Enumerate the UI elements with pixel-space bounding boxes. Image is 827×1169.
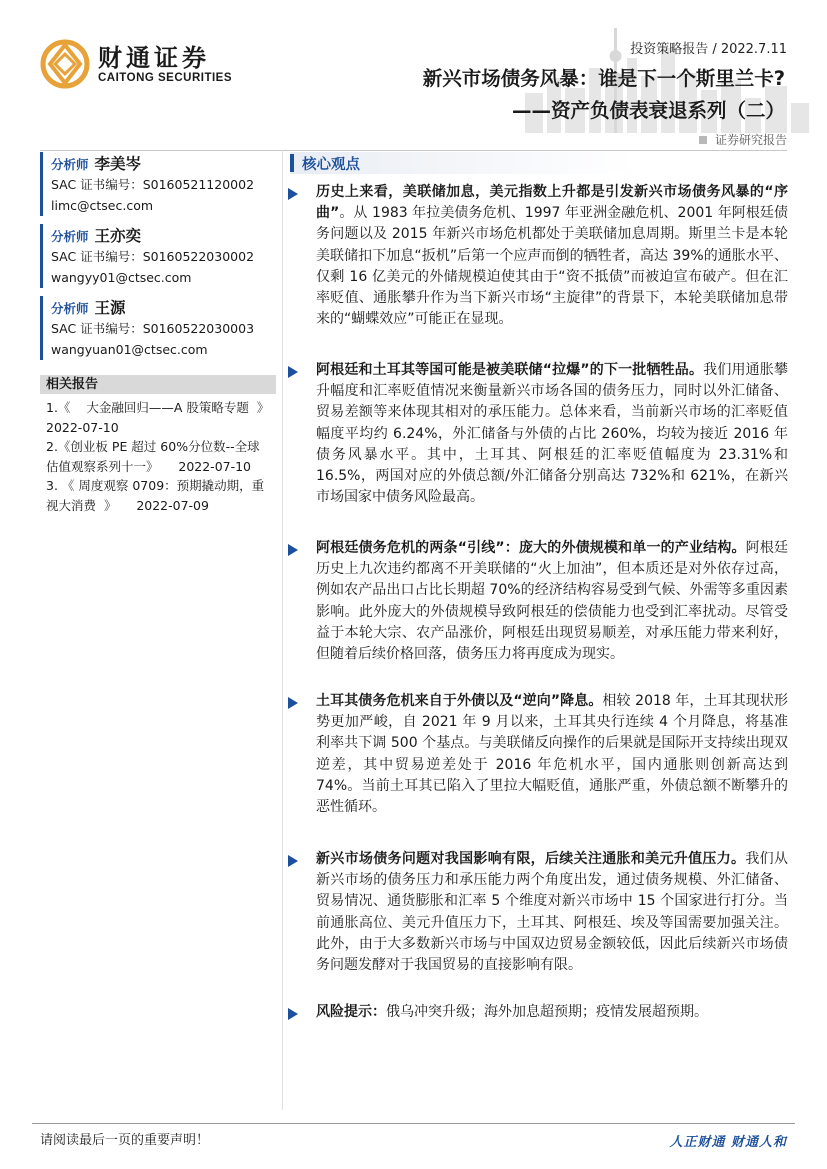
analyst-block — [40, 296, 280, 360]
analyst-email[interactable]: limc@ctsec.com — [51, 198, 154, 213]
related-report-line[interactable]: 3. 《 周度观察 0709：预期撬动期，重 — [46, 478, 265, 493]
related-report-line[interactable]: 估值观察系列十一》 2022-07-10 — [46, 458, 252, 474]
core-point-text: 我们用通胀攀升幅度和汇率贬值情况来衡量新兴市场各国的债务压力，同时以外汇储备、贸易差额等来体现其相对的承压能力。总体来看，当前新兴市场的汇率贬值幅度平均约 6.24%，外汇储备与外债的占比 260%，均较为接近 2016 年债务风暴水平。其中，土耳其、阿根廷的汇率贬值幅度为 23.31%和 16.5%，两国对应的外债总额/外汇储备分别高达 732%和 621%，在新兴市场国家中债务风险最高。 — [316, 362, 789, 506]
analyst-role: 分析师 — [51, 229, 89, 244]
core-point — [316, 849, 788, 976]
core-point — [316, 360, 788, 508]
triangle-bullet-icon — [288, 544, 298, 556]
analyst-role: 分析师 — [51, 301, 89, 316]
related-report-line[interactable]: 视大消费 》 2022-07-09 — [46, 497, 209, 513]
heading-accent-bar — [290, 154, 294, 172]
core-point — [316, 182, 788, 330]
triangle-bullet-icon — [288, 366, 298, 378]
analyst-sac: SAC 证书编号：S0160522030003 — [51, 321, 255, 336]
core-point-lead: 历史上来看，美联储加息，美元指数上升都是引发新兴市场债务风暴的“序曲” — [316, 184, 788, 222]
analyst-role: 分析师 — [51, 157, 89, 172]
core-point — [316, 538, 788, 665]
caitong-logo-icon — [40, 39, 90, 89]
analyst-name: 王源 — [94, 299, 126, 317]
footer-disclaimer: 请阅读最后一页的重要声明！ — [40, 1133, 210, 1148]
triangle-bullet-icon — [288, 188, 298, 200]
logo-chinese-name: 财通证券 — [98, 44, 210, 72]
related-reports-heading: 相关报告 — [40, 375, 276, 394]
analyst-name: 王亦奕 — [94, 227, 142, 245]
related-reports-list — [46, 398, 278, 515]
triangle-bullet-icon — [288, 1008, 298, 1020]
risk-warning-lead: 风险提示： — [316, 1004, 386, 1020]
analyst-email[interactable]: wangyuan01@ctsec.com — [51, 342, 208, 357]
core-point-lead: 阿根廷和土耳其等国可能是被美联储“拉爆”的下一批牺牲品。 — [316, 362, 704, 378]
core-point-lead: 新兴市场债务问题对我国影响有限，后续关注通胀和美元升值压力。 — [316, 851, 746, 867]
core-point-lead: 土耳其债务危机来自于外债以及“逆向”降息。 — [316, 693, 603, 709]
footer-divider — [32, 1123, 795, 1124]
header-divider — [40, 150, 787, 151]
risk-warning-text: 俄乌冲突升级；海外加息超预期；疫情发展超预期。 — [386, 1004, 708, 1020]
related-report-line[interactable]: 1.《 大金融回归——A 股策略专题 》 — [46, 400, 270, 415]
risk-warning — [316, 1002, 788, 1023]
core-point-text: 阿根廷历史上九次违约都离不开美联储的“火上加油”，但本质还是对外依存过高，例如农产品出口占比长期超 70%的经济结构容易受到气候、外需等多重因素影响。此外庞大的外债规模导致阿根廷的偿债能力也受到汇率扰动。尽管受益于本轮大宗、农产品涨价，阿根廷出现贸易顺差，对承压能力带来利好，但随着后续价格回落，债务压力将再度成为现实。 — [316, 540, 788, 663]
core-viewpoints-heading — [290, 152, 787, 174]
core-point — [316, 691, 788, 818]
report-title: 新兴市场债务风暴：谁是下一个斯里兰卡? — [422, 67, 785, 90]
core-viewpoints-label: 核心观点 — [302, 156, 360, 173]
triangle-bullet-icon — [288, 855, 298, 867]
analyst-block — [40, 224, 280, 288]
report-type-date: 投资策略报告 / 2022.7.11 — [630, 42, 787, 57]
square-icon — [699, 136, 707, 144]
report-category — [699, 131, 787, 148]
triangle-bullet-icon — [288, 697, 298, 709]
column-divider — [282, 150, 283, 1110]
analyst-name: 李美岑 — [94, 155, 142, 173]
core-point-text: 。从 1983 年拉美债务危机、1997 年亚洲金融危机、2001 年阿根廷债务问题以及 2015 年新兴市场危机都处于美联储加息周期。斯里兰卡是本轮美联储扣下加息“扳机”后第一个应声而倒的牺牲者，高达 39%的通胀水平、仅剩 16 亿美元的外储规模迫使其由于“资不抵债”而被迫宣布破产。但在汇率贬值、通胀攀升作为当下新兴市场“主旋律”的背景下，本轮美联储加息带来的“蝴蝶效应”可能正在显现。 — [316, 205, 789, 328]
analyst-sac: SAC 证书编号：S0160521120002 — [51, 177, 255, 192]
analyst-block — [40, 152, 280, 216]
related-report-line: 2022-07-10 — [46, 419, 119, 435]
analyst-sac: SAC 证书编号：S0160522030002 — [51, 249, 255, 264]
analyst-email[interactable]: wangyy01@ctsec.com — [51, 270, 192, 285]
report-subtitle: ——资产负债表衰退系列（二） — [511, 99, 785, 122]
company-logo — [40, 38, 250, 90]
report-category-label: 证券研究报告 — [714, 133, 787, 147]
core-point-text: 我们从新兴市场的债务压力和承压能力两个角度出发，通过债务规模、外汇储备、贸易情况、通货膨胀和汇率 5 个维度对新兴市场中 15 个国家进行打分。当前通胀高位、美元升值压力下，土耳其、阿根廷、埃及等国需要加强关注。此外，由于大多数新兴市场与中国双边贸易金额较低，因此后续新兴市场债务问题发酵对于我国贸易的直接影响有限。 — [316, 851, 788, 974]
core-point-lead: 阿根廷债务危机的两条“引线”：庞大的外债规模和单一的产业结构。 — [316, 540, 746, 556]
related-report-line[interactable]: 2.《创业板 PE 超过 60%分位数--全球 — [46, 439, 260, 454]
core-point-text: 相较 2018 年，土耳其现状形势更加严峻，自 2021 年 9 月以来，土耳其央行连续 4 个月降息，将基准利率共下调 500 个基点。与美联储反向操作的后果就是国际开支持续出现双逆差，其中贸易逆差处于 2016 年危机水平，国内通胀则创新高达到 74%。当前土耳其已陷入了里拉大幅贬值，通胀严重，外债总额不断攀升的恶性循环。 — [316, 693, 789, 816]
logo-english-name: CAITONG SECURITIES — [98, 72, 233, 84]
footer-slogan: 人正财通 财通人和 — [669, 1135, 787, 1150]
